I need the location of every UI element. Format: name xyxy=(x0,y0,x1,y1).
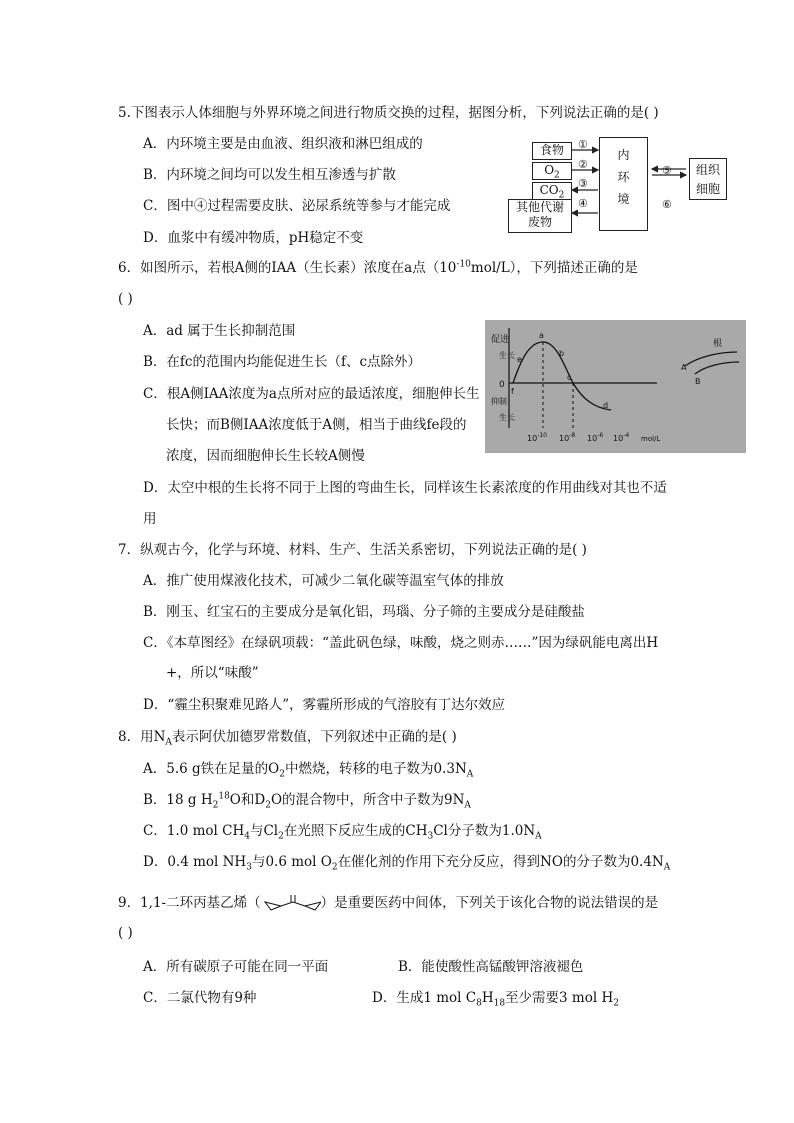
food-box: 食物 xyxy=(532,142,572,160)
arrow-label-3: ③ xyxy=(578,177,588,190)
point-c: c xyxy=(567,373,572,382)
tissue-cell-box: 组织 细胞 xyxy=(689,158,727,200)
point-d: d xyxy=(603,401,609,410)
dicyclopropylethylene-structure xyxy=(261,893,321,911)
q8-stem: 8．用$N_A$表示阿伏加德罗常数值，下列叙述中正确的是( ) xyxy=(118,729,457,748)
arrow-label-2: ② xyxy=(578,158,588,171)
q6-option-c-line1: C．根A侧IAA浓度为a点所对应的最适浓度，细胞伸长生 xyxy=(143,386,480,402)
q7-option-a: A．推广使用煤液化技术，可减少二氧化碳等温室气体的排放 xyxy=(143,573,504,589)
y-label-growth1: 生长 xyxy=(499,351,515,360)
y-label-growth2: 生长 xyxy=(499,413,515,422)
q7-option-d: D．“霾尘积聚难见路人”，雾霾所形成的气溶胶有丁达尔效应 xyxy=(143,697,506,713)
q6-option-d-line1: D．太空中根的生长将不同于上图的弯曲生长，同样该生长素浓度的作用曲线对其也不适 xyxy=(143,480,667,496)
q8-option-d: D．0.4 mol $NH_3$与0.6 mol $O_2$在催化剂的作用下充分反应，得到NO的分子数为$0.4N_A$ xyxy=(143,854,671,873)
q5-option-a: A．内环境主要是由血液、组织液和淋巴组成的 xyxy=(143,136,423,152)
q5-option-b: B．内环境之间均可以发生相互渗透与扩散 xyxy=(143,167,396,183)
x-tick-1: $10^{-10}$ xyxy=(527,432,547,443)
auxin-response-chart xyxy=(485,320,746,453)
waste-box: 其他代谢 废物 xyxy=(508,199,572,233)
point-a: a xyxy=(539,331,544,340)
arrow-label-4: ④ xyxy=(578,197,588,210)
point-e: e xyxy=(517,355,522,364)
q7-option-b: B．刚玉、红宝石的主要成分是氧化铝，玛瑙、分子筛的主要成分是硅酸盐 xyxy=(143,604,585,620)
q7-option-c-line2: +，所以“味酸” xyxy=(166,665,259,681)
q6-option-d-line2: 用 xyxy=(143,511,157,527)
y-label-inhibit: 抑制 xyxy=(491,397,507,406)
y-label-promote: 促进 xyxy=(491,335,510,345)
q9-option-c: C．二氯代物有9种 xyxy=(143,990,257,1006)
q5-option-d: D．血浆中有缓冲物质，pH稳定不变 xyxy=(143,230,364,246)
x-tick-4: $10^{-4}$ xyxy=(613,432,630,443)
q8-option-b: B．18 g $H_2^{18}O$和$D_2O$的混合物中，所含中子数为$9N_A$ xyxy=(143,791,471,811)
root-side-a: A xyxy=(681,363,687,372)
q6-option-c-line3: 浓度，因而细胞伸长生长较A侧慢 xyxy=(166,448,365,464)
arrow-label-1: ① xyxy=(578,138,588,151)
q5-stem: 5.下图表示人体细胞与外界环境之间进行物质交换的过程，据图分析，下列说法正确的是( ) xyxy=(118,105,659,121)
q7-option-c-line1: C．《本草图经》在绿矾项载：“盖此矾色绿，味酸，烧之则赤……”因为绿矾能电离出H xyxy=(143,635,659,651)
x-unit: mol/L xyxy=(641,435,661,443)
internal-environment-box: 内 环 境 xyxy=(599,137,648,231)
q6-option-b: B．在fc的范围内均能促进生长（f、c点除外） xyxy=(143,354,422,370)
q9-option-a: A．所有碳原子可能在同一平面 xyxy=(143,959,329,975)
q8-option-a: A．5.6 g铁在足量的$O_2$中燃烧，转移的电子数为$0.3N_A$ xyxy=(143,761,474,780)
q6-option-c-line2: 长快；而B侧IAA浓度低于A侧，相当于曲线fe段的 xyxy=(166,417,467,433)
q9-stem: 9．1,1-二环丙基乙烯（ ）是重要医药中间体，下列关于该化合物的说法错误的是 xyxy=(118,895,659,911)
x-tick-3: $10^{-6}$ xyxy=(587,432,604,443)
q5-option-c: C．图中④过程需要皮肤、泌尿系统等参与才能完成 xyxy=(143,198,451,214)
q9-stem-bracket: ( ) xyxy=(118,925,133,941)
o2-box: $O_2$ xyxy=(532,162,572,180)
point-b: b xyxy=(559,349,565,358)
root-label: 根 xyxy=(713,339,723,349)
arrow-label-6: ⑥ xyxy=(662,198,672,211)
q6-option-a: A．ad 属于生长抑制范围 xyxy=(143,323,296,339)
q7-stem: 7．纵观古今，化学与环境、材料、生产、生活关系密切，下列说法正确的是( ) xyxy=(118,542,587,558)
y-zero: 0 xyxy=(499,380,505,390)
q9-option-d: D．生成1 mol $C_8H_{18}$至少需要3 mol $H_2$ xyxy=(372,990,619,1009)
q8-option-c: C．1.0 mol $CH_4$与$Cl_2$在光照下反应生成的$CH_3Cl$分子数为$1.0N_A$ xyxy=(143,823,542,842)
x-tick-2: $10^{-8}$ xyxy=(559,432,576,443)
root-side-b: B xyxy=(695,377,701,386)
co2-box: $CO_2$ xyxy=(532,182,572,200)
point-f: f xyxy=(511,387,514,396)
q6-stem-bracket: ( ) xyxy=(118,291,133,307)
q6-stem: 6．如图所示，若根A侧的IAA（生长素）浓度在a点$(10^{-10}mol/L)$，下列描述正确的是 xyxy=(118,259,638,276)
q9-option-b: B．能使酸性高锰酸钾溶液褪色 xyxy=(398,959,584,975)
arrow-label-5: ⑤ xyxy=(662,164,672,177)
